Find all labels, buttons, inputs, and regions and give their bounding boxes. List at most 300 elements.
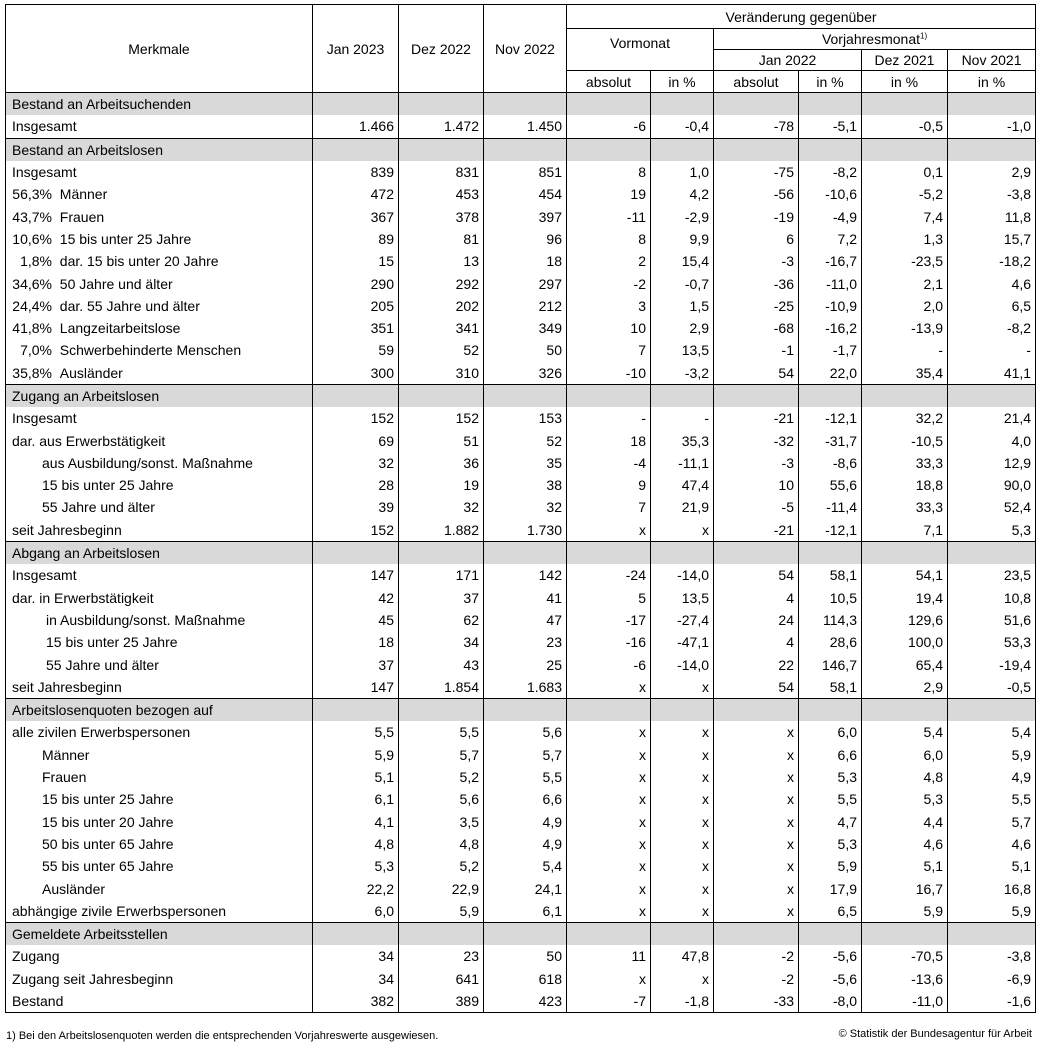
cell-dez2021-pct: 129,6 bbox=[862, 609, 948, 631]
row-label-cell bbox=[6, 362, 313, 385]
cell-dez2021-pct: 16,7 bbox=[862, 877, 948, 899]
cell-jan2022-absolut: -2 bbox=[714, 945, 799, 967]
row-label-cell bbox=[6, 183, 313, 205]
cell-nov2021-pct: -19,4 bbox=[948, 653, 1036, 675]
cell-nov2021-pct: 53,3 bbox=[948, 631, 1036, 653]
row-label: seit Jahresbeginn bbox=[12, 678, 122, 695]
cell-jan2022-absolut: 54 bbox=[714, 362, 799, 385]
cell-jan2022-absolut: 4 bbox=[714, 587, 799, 609]
section-title: Bestand an Arbeitsuchenden bbox=[6, 93, 313, 116]
cell-jan2022-pct: 17,9 bbox=[799, 877, 862, 899]
table-row bbox=[6, 339, 1036, 361]
row-label-cell bbox=[6, 721, 313, 743]
row-label-cell bbox=[6, 653, 313, 675]
row-label-cell bbox=[6, 474, 313, 496]
section-title: Gemeldete Arbeitsstellen bbox=[6, 922, 313, 945]
cell-jan2022-pct: 146,7 bbox=[799, 653, 862, 675]
cell-jan2022-pct: 5,3 bbox=[799, 833, 862, 855]
section-filler-cell bbox=[714, 384, 799, 407]
row-label: Insgesamt bbox=[12, 567, 77, 584]
cell-dez2022: 171 bbox=[399, 564, 484, 586]
cell-vormonat-pct: -1,8 bbox=[651, 990, 714, 1013]
cell-dez2021-pct: 18,8 bbox=[862, 474, 948, 496]
row-label-cell bbox=[6, 609, 313, 631]
cell-dez2021-pct: 19,4 bbox=[862, 587, 948, 609]
table-row bbox=[6, 205, 1036, 227]
table-row bbox=[6, 766, 1036, 788]
statistics-table bbox=[5, 4, 1036, 1013]
cell-vormonat-pct: x bbox=[651, 519, 714, 542]
cell-vormonat-pct: x bbox=[651, 811, 714, 833]
row-label: Insgesamt bbox=[12, 164, 77, 181]
cell-vormonat-pct: x bbox=[651, 788, 714, 810]
row-label-cell bbox=[6, 811, 313, 833]
cell-nov2021-pct: 4,0 bbox=[948, 429, 1036, 451]
cell-jan2022-absolut: x bbox=[714, 811, 799, 833]
cell-dez2022: 310 bbox=[399, 362, 484, 385]
cell-vormonat-pct: -2,9 bbox=[651, 205, 714, 227]
cell-dez2021-pct: 5,9 bbox=[862, 900, 948, 923]
cell-vormonat-absolut: x bbox=[567, 766, 651, 788]
cell-nov2022: 851 bbox=[484, 161, 567, 183]
cell-jan2022-pct: 6,0 bbox=[799, 721, 862, 743]
row-label: Insgesamt bbox=[12, 410, 77, 427]
cell-vormonat-absolut: x bbox=[567, 721, 651, 743]
section-filler-cell bbox=[948, 922, 1036, 945]
table-row bbox=[6, 653, 1036, 675]
cell-nov2021-pct: 5,7 bbox=[948, 811, 1036, 833]
row-label: abhängige zivile Erwerbspersonen bbox=[12, 902, 227, 919]
cell-vormonat-pct: 35,3 bbox=[651, 429, 714, 451]
row-label-cell bbox=[6, 339, 313, 361]
cell-jan2023: 4,8 bbox=[313, 833, 399, 855]
row-label: Insgesamt bbox=[12, 118, 77, 135]
cell-jan2022-absolut: x bbox=[714, 877, 799, 899]
cell-jan2022-pct: -8,2 bbox=[799, 161, 862, 183]
cell-jan2022-absolut: -19 bbox=[714, 205, 799, 227]
section-header-row bbox=[6, 541, 1036, 564]
share-percent: 41,8% bbox=[12, 320, 52, 337]
row-label-cell bbox=[6, 317, 313, 339]
row-label-cell bbox=[6, 564, 313, 586]
cell-jan2022-pct: 58,1 bbox=[799, 676, 862, 699]
cell-dez2021-pct: -5,2 bbox=[862, 183, 948, 205]
row-label-cell bbox=[6, 990, 313, 1013]
cell-jan2022-pct: -4,9 bbox=[799, 205, 862, 227]
cell-vormonat-pct: -0,7 bbox=[651, 272, 714, 294]
header-pct-jan2022: in % bbox=[799, 71, 862, 93]
cell-dez2022: 1.854 bbox=[399, 676, 484, 699]
cell-dez2022: 389 bbox=[399, 990, 484, 1013]
table-row bbox=[6, 183, 1036, 205]
header-nov2021: Nov 2021 bbox=[948, 50, 1036, 71]
cell-nov2022: 397 bbox=[484, 205, 567, 227]
cell-dez2022: 152 bbox=[399, 407, 484, 429]
cell-jan2023: 39 bbox=[313, 496, 399, 518]
cell-dez2022: 292 bbox=[399, 272, 484, 294]
table-row bbox=[6, 990, 1036, 1013]
cell-dez2021-pct: -70,5 bbox=[862, 945, 948, 967]
row-label: Zugang bbox=[12, 948, 60, 965]
section-filler-cell bbox=[799, 138, 862, 161]
cell-jan2023: 37 bbox=[313, 653, 399, 675]
table-row bbox=[6, 721, 1036, 743]
row-label: dar. in Erwerbstätigkeit bbox=[12, 589, 154, 606]
cell-jan2023: 69 bbox=[313, 429, 399, 451]
cell-vormonat-absolut: -24 bbox=[567, 564, 651, 586]
cell-nov2022: 5,4 bbox=[484, 855, 567, 877]
section-filler-cell bbox=[651, 699, 714, 722]
cell-vormonat-absolut: -10 bbox=[567, 362, 651, 385]
section-filler-cell bbox=[567, 138, 651, 161]
cell-dez2022: 36 bbox=[399, 452, 484, 474]
cell-nov2021-pct: 4,6 bbox=[948, 833, 1036, 855]
cell-vormonat-absolut: -2 bbox=[567, 272, 651, 294]
cell-vormonat-absolut: 11 bbox=[567, 945, 651, 967]
cell-vormonat-absolut: 9 bbox=[567, 474, 651, 496]
cell-nov2022: 35 bbox=[484, 452, 567, 474]
cell-vormonat-pct: -11,1 bbox=[651, 452, 714, 474]
cell-nov2021-pct: -8,2 bbox=[948, 317, 1036, 339]
cell-vormonat-absolut: x bbox=[567, 676, 651, 699]
cell-vormonat-pct: x bbox=[651, 968, 714, 990]
cell-dez2021-pct: 32,2 bbox=[862, 407, 948, 429]
cell-vormonat-absolut: x bbox=[567, 788, 651, 810]
cell-nov2021-pct: -1,6 bbox=[948, 990, 1036, 1013]
row-label-cell bbox=[6, 788, 313, 810]
cell-jan2023: 147 bbox=[313, 676, 399, 699]
row-label-cell bbox=[6, 205, 313, 227]
header-merkmale: Merkmale bbox=[6, 5, 313, 93]
cell-vormonat-absolut: 18 bbox=[567, 429, 651, 451]
row-label: alle zivilen Erwerbspersonen bbox=[12, 724, 191, 741]
row-label-cell bbox=[6, 250, 313, 272]
row-label-cell bbox=[6, 877, 313, 899]
cell-dez2022: 62 bbox=[399, 609, 484, 631]
cell-jan2023: 5,1 bbox=[313, 766, 399, 788]
cell-jan2023: 147 bbox=[313, 564, 399, 586]
section-filler-cell bbox=[567, 93, 651, 116]
row-label-cell bbox=[6, 407, 313, 429]
cell-vormonat-pct: x bbox=[651, 744, 714, 766]
cell-jan2023: 839 bbox=[313, 161, 399, 183]
row-label: dar. 15 bis unter 20 Jahre bbox=[59, 253, 219, 270]
cell-nov2022: 23 bbox=[484, 631, 567, 653]
cell-nov2022: 52 bbox=[484, 429, 567, 451]
row-label: 50 bis unter 65 Jahre bbox=[42, 835, 174, 852]
cell-vormonat-absolut: 8 bbox=[567, 228, 651, 250]
cell-dez2022: 51 bbox=[399, 429, 484, 451]
row-label-cell bbox=[6, 744, 313, 766]
cell-nov2021-pct: 21,4 bbox=[948, 407, 1036, 429]
cell-vormonat-absolut: x bbox=[567, 744, 651, 766]
section-filler-cell bbox=[651, 93, 714, 116]
section-filler-cell bbox=[714, 922, 799, 945]
cell-nov2022: 38 bbox=[484, 474, 567, 496]
cell-jan2022-pct: 28,6 bbox=[799, 631, 862, 653]
cell-jan2023: 22,2 bbox=[313, 877, 399, 899]
cell-jan2022-pct: 6,5 bbox=[799, 900, 862, 923]
share-percent: 10,6% bbox=[12, 230, 52, 247]
section-filler-cell bbox=[799, 699, 862, 722]
section-title: Zugang an Arbeitslosen bbox=[6, 384, 313, 407]
cell-nov2022: 1.683 bbox=[484, 676, 567, 699]
cell-jan2022-pct: -5,1 bbox=[799, 115, 862, 138]
table-row bbox=[6, 877, 1036, 899]
section-filler-cell bbox=[862, 384, 948, 407]
cell-jan2022-pct: 4,7 bbox=[799, 811, 862, 833]
cell-nov2022: 4,9 bbox=[484, 811, 567, 833]
section-filler-cell bbox=[484, 138, 567, 161]
table-row bbox=[6, 317, 1036, 339]
table-row bbox=[6, 474, 1036, 496]
cell-jan2022-pct: -11,0 bbox=[799, 272, 862, 294]
cell-jan2023: 300 bbox=[313, 362, 399, 385]
section-header-row bbox=[6, 93, 1036, 116]
table-row bbox=[6, 833, 1036, 855]
cell-jan2023: 89 bbox=[313, 228, 399, 250]
table-row bbox=[6, 519, 1036, 542]
row-label-cell bbox=[6, 496, 313, 518]
cell-jan2022-absolut: 54 bbox=[714, 564, 799, 586]
cell-vormonat-pct: -0,4 bbox=[651, 115, 714, 138]
cell-jan2023: 472 bbox=[313, 183, 399, 205]
row-label-cell bbox=[6, 272, 313, 294]
section-header-row bbox=[6, 922, 1036, 945]
row-label: Männer bbox=[42, 746, 90, 763]
cell-jan2022-absolut: x bbox=[714, 744, 799, 766]
header-jan2022: Jan 2022 bbox=[714, 50, 862, 71]
row-label: Ausländer bbox=[59, 364, 123, 381]
cell-nov2021-pct: 51,6 bbox=[948, 609, 1036, 631]
table-row bbox=[6, 564, 1036, 586]
cell-dez2021-pct: -13,6 bbox=[862, 968, 948, 990]
share-percent: 1,8% bbox=[20, 253, 52, 270]
header-veraenderung: Veränderung gegenüber bbox=[567, 5, 1036, 29]
cell-vormonat-pct: x bbox=[651, 833, 714, 855]
section-filler-cell bbox=[651, 384, 714, 407]
row-label-cell bbox=[6, 833, 313, 855]
table-row bbox=[6, 228, 1036, 250]
cell-jan2022-absolut: -75 bbox=[714, 161, 799, 183]
section-title: Bestand an Arbeitslosen bbox=[6, 138, 313, 161]
cell-dez2022: 34 bbox=[399, 631, 484, 653]
cell-dez2022: 22,9 bbox=[399, 877, 484, 899]
table-row bbox=[6, 945, 1036, 967]
cell-nov2021-pct: 16,8 bbox=[948, 877, 1036, 899]
cell-jan2022-pct: -10,6 bbox=[799, 183, 862, 205]
table-row bbox=[6, 788, 1036, 810]
cell-dez2021-pct: 1,3 bbox=[862, 228, 948, 250]
cell-nov2022: 4,9 bbox=[484, 833, 567, 855]
cell-jan2022-pct: 7,2 bbox=[799, 228, 862, 250]
cell-nov2022: 297 bbox=[484, 272, 567, 294]
section-filler-cell bbox=[948, 541, 1036, 564]
cell-jan2023: 42 bbox=[313, 587, 399, 609]
section-filler-cell bbox=[484, 384, 567, 407]
cell-jan2023: 367 bbox=[313, 205, 399, 227]
row-label-cell bbox=[6, 855, 313, 877]
cell-vormonat-pct: - bbox=[651, 407, 714, 429]
cell-dez2022: 81 bbox=[399, 228, 484, 250]
table-body bbox=[6, 93, 1036, 1013]
cell-vormonat-pct: 1,0 bbox=[651, 161, 714, 183]
cell-nov2021-pct: -6,9 bbox=[948, 968, 1036, 990]
cell-nov2022: 349 bbox=[484, 317, 567, 339]
cell-jan2023: 351 bbox=[313, 317, 399, 339]
cell-vormonat-absolut: 7 bbox=[567, 339, 651, 361]
cell-jan2023: 382 bbox=[313, 990, 399, 1013]
cell-dez2021-pct: 35,4 bbox=[862, 362, 948, 385]
cell-vormonat-pct: 9,9 bbox=[651, 228, 714, 250]
row-label: in Ausbildung/sonst. Maßnahme bbox=[46, 611, 246, 628]
cell-jan2022-pct: -31,7 bbox=[799, 429, 862, 451]
cell-vormonat-absolut: -7 bbox=[567, 990, 651, 1013]
header-dez2022: Dez 2022 bbox=[399, 5, 484, 93]
cell-jan2022-absolut: -21 bbox=[714, 407, 799, 429]
cell-jan2022-absolut: 24 bbox=[714, 609, 799, 631]
section-filler-cell bbox=[484, 922, 567, 945]
table-row bbox=[6, 968, 1036, 990]
cell-nov2021-pct: 11,8 bbox=[948, 205, 1036, 227]
row-label: Männer bbox=[59, 186, 108, 203]
cell-vormonat-pct: x bbox=[651, 900, 714, 923]
cell-nov2021-pct: 5,5 bbox=[948, 788, 1036, 810]
cell-jan2023: 152 bbox=[313, 407, 399, 429]
cell-jan2022-pct: -8,0 bbox=[799, 990, 862, 1013]
cell-dez2021-pct: -13,9 bbox=[862, 317, 948, 339]
cell-nov2022: 153 bbox=[484, 407, 567, 429]
cell-vormonat-absolut: 2 bbox=[567, 250, 651, 272]
row-label-cell bbox=[6, 945, 313, 967]
cell-vormonat-absolut: x bbox=[567, 519, 651, 542]
cell-dez2022: 5,5 bbox=[399, 721, 484, 743]
cell-dez2021-pct: 4,8 bbox=[862, 766, 948, 788]
row-label: 55 bis unter 65 Jahre bbox=[42, 858, 174, 875]
row-label: 15 bis unter 25 Jahre bbox=[46, 634, 178, 651]
cell-nov2022: 32 bbox=[484, 496, 567, 518]
cell-jan2022-absolut: x bbox=[714, 766, 799, 788]
cell-jan2022-absolut: -1 bbox=[714, 339, 799, 361]
cell-jan2022-pct: -5,6 bbox=[799, 945, 862, 967]
cell-jan2022-absolut: -25 bbox=[714, 295, 799, 317]
header-absolut-jan2022: absolut bbox=[714, 71, 799, 93]
cell-jan2022-pct: -16,2 bbox=[799, 317, 862, 339]
section-filler-cell bbox=[799, 93, 862, 116]
cell-nov2022: 47 bbox=[484, 609, 567, 631]
section-filler-cell bbox=[948, 699, 1036, 722]
cell-jan2023: 5,9 bbox=[313, 744, 399, 766]
row-label: dar. aus Erwerbstätigkeit bbox=[12, 432, 166, 449]
cell-nov2021-pct: -3,8 bbox=[948, 183, 1036, 205]
table-row bbox=[6, 407, 1036, 429]
section-filler-cell bbox=[313, 138, 399, 161]
cell-vormonat-absolut: -16 bbox=[567, 631, 651, 653]
cell-dez2021-pct: 5,3 bbox=[862, 788, 948, 810]
cell-nov2021-pct: 12,9 bbox=[948, 452, 1036, 474]
row-label-cell bbox=[6, 429, 313, 451]
cell-nov2022: 41 bbox=[484, 587, 567, 609]
cell-dez2021-pct: 7,1 bbox=[862, 519, 948, 542]
cell-dez2022: 202 bbox=[399, 295, 484, 317]
section-filler-cell bbox=[313, 384, 399, 407]
cell-vormonat-absolut: 7 bbox=[567, 496, 651, 518]
table-row bbox=[6, 811, 1036, 833]
footnote-marker: 1) bbox=[920, 31, 928, 41]
row-label-cell bbox=[6, 519, 313, 542]
table-row bbox=[6, 115, 1036, 138]
row-label: 55 Jahre und älter bbox=[42, 499, 155, 516]
section-filler-cell bbox=[399, 699, 484, 722]
cell-dez2022: 1.472 bbox=[399, 115, 484, 138]
cell-nov2021-pct: 4,9 bbox=[948, 766, 1036, 788]
cell-vormonat-pct: -47,1 bbox=[651, 631, 714, 653]
header-dez2021: Dez 2021 bbox=[862, 50, 948, 71]
table-row bbox=[6, 362, 1036, 385]
section-filler-cell bbox=[484, 541, 567, 564]
section-title: Arbeitslosenquoten bezogen auf bbox=[6, 699, 313, 722]
cell-nov2021-pct: -3,8 bbox=[948, 945, 1036, 967]
cell-vormonat-absolut: x bbox=[567, 968, 651, 990]
cell-jan2022-absolut: 6 bbox=[714, 228, 799, 250]
cell-vormonat-absolut: x bbox=[567, 833, 651, 855]
row-label: dar. 55 Jahre und älter bbox=[59, 297, 200, 314]
cell-dez2022: 13 bbox=[399, 250, 484, 272]
cell-dez2021-pct: 2,1 bbox=[862, 272, 948, 294]
footnote: 1) Bei den Arbeitslosenquoten werden die entsprechenden Vorjahreswerte ausgewiesen. bbox=[6, 1030, 439, 1042]
section-filler-cell bbox=[948, 138, 1036, 161]
cell-dez2022: 23 bbox=[399, 945, 484, 967]
cell-nov2021-pct: 5,4 bbox=[948, 721, 1036, 743]
cell-nov2021-pct: 52,4 bbox=[948, 496, 1036, 518]
cell-dez2022: 43 bbox=[399, 653, 484, 675]
section-filler-cell bbox=[714, 93, 799, 116]
row-label-cell bbox=[6, 631, 313, 653]
cell-nov2022: 1.730 bbox=[484, 519, 567, 542]
cell-jan2022-pct: -5,6 bbox=[799, 968, 862, 990]
row-label: seit Jahresbeginn bbox=[12, 521, 122, 538]
table-row bbox=[6, 295, 1036, 317]
section-filler-cell bbox=[714, 541, 799, 564]
cell-jan2022-absolut: -68 bbox=[714, 317, 799, 339]
cell-dez2022: 32 bbox=[399, 496, 484, 518]
cell-jan2022-pct: 6,6 bbox=[799, 744, 862, 766]
row-label-cell bbox=[6, 766, 313, 788]
cell-dez2021-pct: - bbox=[862, 339, 948, 361]
cell-nov2021-pct: 5,3 bbox=[948, 519, 1036, 542]
header-pct-vormonat: in % bbox=[651, 71, 714, 93]
section-filler-cell bbox=[567, 384, 651, 407]
header-nov2022: Nov 2022 bbox=[484, 5, 567, 93]
section-filler-cell bbox=[567, 699, 651, 722]
cell-dez2022: 5,2 bbox=[399, 855, 484, 877]
section-filler-cell bbox=[399, 541, 484, 564]
cell-jan2022-absolut: -78 bbox=[714, 115, 799, 138]
share-percent: 35,8% bbox=[12, 364, 52, 381]
cell-vormonat-pct: 1,5 bbox=[651, 295, 714, 317]
share-percent: 24,4% bbox=[12, 297, 52, 314]
cell-vormonat-pct: 13,5 bbox=[651, 339, 714, 361]
table-header bbox=[6, 5, 1036, 93]
cell-jan2023: 6,1 bbox=[313, 788, 399, 810]
cell-dez2022: 378 bbox=[399, 205, 484, 227]
header-pct-dez2021: in % bbox=[862, 71, 948, 93]
cell-vormonat-absolut: 3 bbox=[567, 295, 651, 317]
cell-vormonat-absolut: x bbox=[567, 877, 651, 899]
table-row bbox=[6, 744, 1036, 766]
cell-vormonat-pct: -14,0 bbox=[651, 653, 714, 675]
cell-jan2022-absolut: x bbox=[714, 855, 799, 877]
